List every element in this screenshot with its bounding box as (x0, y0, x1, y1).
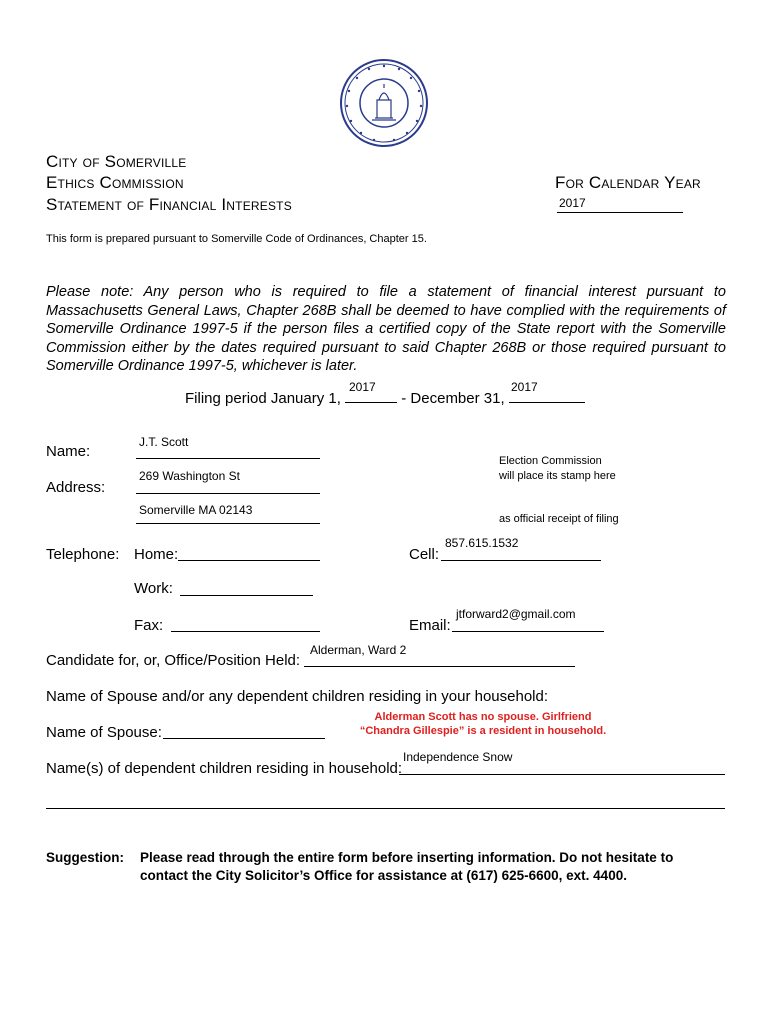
suggestion-label: Suggestion: (46, 850, 124, 865)
spouse-note-1: Alderman Scott has no spouse. Girlfriend (374, 711, 592, 723)
candidate-value: Alderman, Ward 2 (310, 643, 407, 657)
stamp-note-1: Election Commission (499, 455, 602, 467)
address-label: Address: (46, 479, 106, 496)
work-line (180, 595, 313, 596)
dependents-line (399, 774, 725, 775)
stamp-note-3: as official receipt of filing (499, 513, 619, 525)
candidate-label: Candidate for, or, Office/Position Held: (46, 652, 301, 669)
calendar-year-label: For Calendar Year (555, 173, 701, 192)
name-label: Name: (46, 443, 91, 460)
spouse-line (163, 738, 325, 739)
name-value: J.T. Scott (139, 435, 189, 449)
dependents-label: Name(s) of dependent children residing in household: (46, 760, 403, 777)
please-note: Please note: Any person who is required to file a statement of financial interest pursuant to Massachusetts General Laws, Chapter 268B shall be deemed to have complied with the requirements of Somerville Ordinance 1997-5 if the person files a certified copy of the State report with the Somerville Commission either by the dates required pursuant to said Chapter 268B or those required pursuant to Somerville Ordinance 1997-5, whichever is later. (46, 284, 726, 374)
cell-line (441, 560, 601, 561)
header-city: City of Somerville (46, 152, 187, 171)
filing-prefix: Filing period January 1, (185, 390, 346, 407)
email-label: Email: (409, 617, 451, 634)
work-label: Work: (134, 580, 173, 597)
home-line (178, 560, 320, 561)
filing-middle: - December 31, (397, 390, 509, 407)
spouse-note-2: “Chandra Gillespie” is a resident in household. (359, 725, 607, 737)
calendar-year-line (557, 212, 683, 213)
stamp-note-2: will place its stamp here (499, 470, 616, 482)
candidate-line (304, 666, 575, 667)
email-value: jtforward2@gmail.com (456, 607, 576, 621)
fax-label: Fax: (134, 617, 164, 634)
home-label: Home: (134, 546, 179, 563)
city-seal (339, 58, 429, 148)
calendar-year-value: 2017 (559, 196, 586, 210)
spouse-label: Name of Spouse: (46, 724, 162, 741)
address-line-2-rule (136, 523, 320, 524)
suggestion-line-1: Please read through the entire form before inserting information. Do not hesitate to (140, 850, 674, 865)
filing-year-2: 2017 (511, 380, 538, 394)
name-line (136, 458, 320, 459)
prepared-note: This form is prepared pursuant to Somerville Code of Ordinances, Chapter 15. (46, 233, 427, 245)
address-line-2: Somerville MA 02143 (139, 503, 253, 517)
header-statement: Statement of Financial Interests (46, 195, 292, 214)
header-commission: Ethics Commission (46, 173, 184, 192)
telephone-label: Telephone: (46, 546, 120, 563)
household-label: Name of Spouse and/or any dependent children residing in your household: (46, 688, 549, 705)
suggestion-line-2: contact the City Solicitor’s Office for assistance at (617) 625-6600, ext. 4400. (140, 868, 627, 883)
spouse-note (348, 710, 618, 738)
divider-line (46, 808, 725, 809)
filing-year-1: 2017 (349, 380, 376, 394)
fax-line (171, 631, 320, 632)
cell-value: 857.615.1532 (445, 536, 519, 550)
address-line-1: 269 Washington St (139, 469, 240, 483)
cell-label: Cell: (409, 546, 440, 563)
address-line-1-rule (136, 493, 320, 494)
filing-period (185, 390, 585, 407)
dependents-value: Independence Snow (403, 750, 513, 764)
email-line (452, 631, 604, 632)
